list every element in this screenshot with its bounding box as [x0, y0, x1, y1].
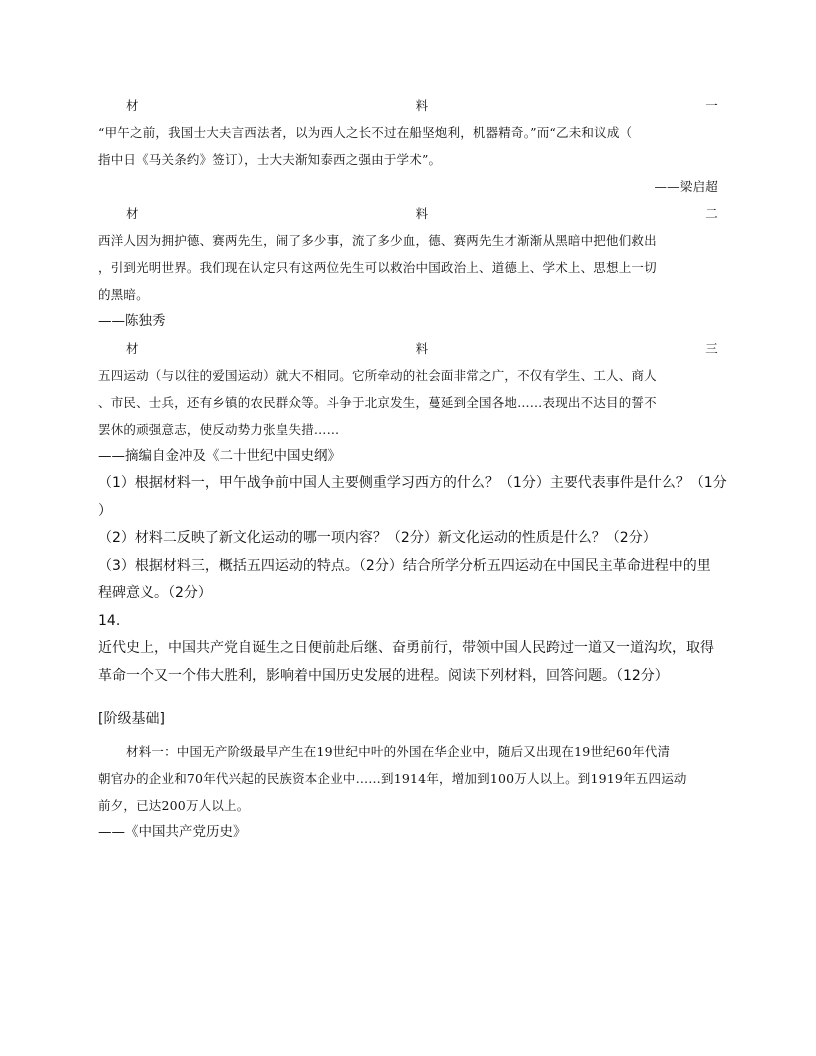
material3-text: 、市民、士兵，还有乡镇的农民群众等。斗争于北京发生，蔓延到全国各地……表现出不达目的誓不	[98, 395, 657, 410]
material3-source: ——摘编自金冲及《二十世纪中国史纲》	[98, 448, 341, 464]
material1-text: “甲午之前，我国士大夫言西法者，以为西人之长不过在船坚炮利，机器精奇。”而“乙未和议成（	[98, 125, 633, 140]
q14-material1-text: 前夕，已达200万人以上。	[98, 797, 250, 813]
q14-material1-text: 材料一：中国无产阶级最早产生在19世纪中叶的外国在华企业中，随后又出现在19世纪60年代清	[126, 743, 671, 759]
question-14-number: 14.	[98, 612, 121, 629]
material3-text: 罢休的顽强意志，使反动势力张皇失措……	[98, 422, 340, 437]
material1-header-char: 料	[415, 98, 429, 113]
section-heading: [阶级基础]	[98, 711, 165, 727]
q14-material1-source: ——《中国共产党历史》	[98, 823, 247, 840]
question-1: （1）根据材料一，甲午战争前中国人主要侧重学习西方的什么？（1分）主要代表事件是什么？（1分	[98, 475, 727, 491]
material1-header	[98, 92, 718, 119]
material2-header	[98, 200, 718, 227]
material1-header-char: 一	[705, 98, 718, 113]
material2-header-char: 料	[415, 206, 429, 221]
question-2: （2）材料二反映了新文化运动的哪一项内容？（2分）新文化运动的性质是什么？（2分）	[98, 530, 657, 546]
material2-header-char: 二	[705, 206, 718, 221]
spacer	[98, 690, 718, 706]
question-14-intro: 近代史上，中国共产党自诞生之日便前赴后继、奋勇前行，带领中国人民跨过一道又一道沟坎，取得	[98, 640, 714, 656]
material2-source: ——陈独秀	[98, 313, 166, 329]
question-14-intro: 革命一个又一个伟大胜利，影响着中国历史发展的进程。阅读下列材料，回答问题。（12分）	[98, 667, 669, 684]
question-3-cont: 程碑意义。（2分）	[98, 585, 212, 601]
material3-header-char: 三	[705, 341, 718, 356]
material2-header-char: 材	[126, 206, 139, 221]
material2-text: 的黑暗。	[98, 287, 149, 302]
material2-text: 西洋人因为拥护德、赛两先生，闹了多少事，流了多少血，德、赛两先生才渐渐从黑暗中把他们救出	[98, 233, 657, 248]
material1-header-char: 材	[126, 98, 139, 113]
question-1-cont: ）	[98, 502, 112, 519]
material3-header-char: 料	[415, 341, 429, 356]
document-body	[98, 92, 727, 846]
material3-header	[98, 335, 718, 362]
material1-source: ——梁启超	[654, 179, 718, 194]
material1-text: 指中日《马关条约》签订），士大夫渐知泰西之强由于学术”。	[98, 152, 442, 167]
material3-header-char: 材	[126, 341, 139, 356]
q14-material1-text: 朝官办的企业和70年代兴起的民族资本企业中……到1914年，增加到100万人以上。到1919年五四运动	[98, 770, 687, 786]
question-3: （3）根据材料三，概括五四运动的特点。（2分）结合所学分析五四运动在中国民主革命进程中的里	[98, 557, 711, 574]
material3-text: 五四运动（与以往的爱国运动）就大不相同。它所牵动的社会面非常之广，不仅有学生、工人、商人	[98, 368, 657, 383]
material2-text: ，引到光明世界。我们现在认定只有这两位先生可以救治中国政治上、道德上、学术上、思想上一切	[98, 260, 657, 275]
